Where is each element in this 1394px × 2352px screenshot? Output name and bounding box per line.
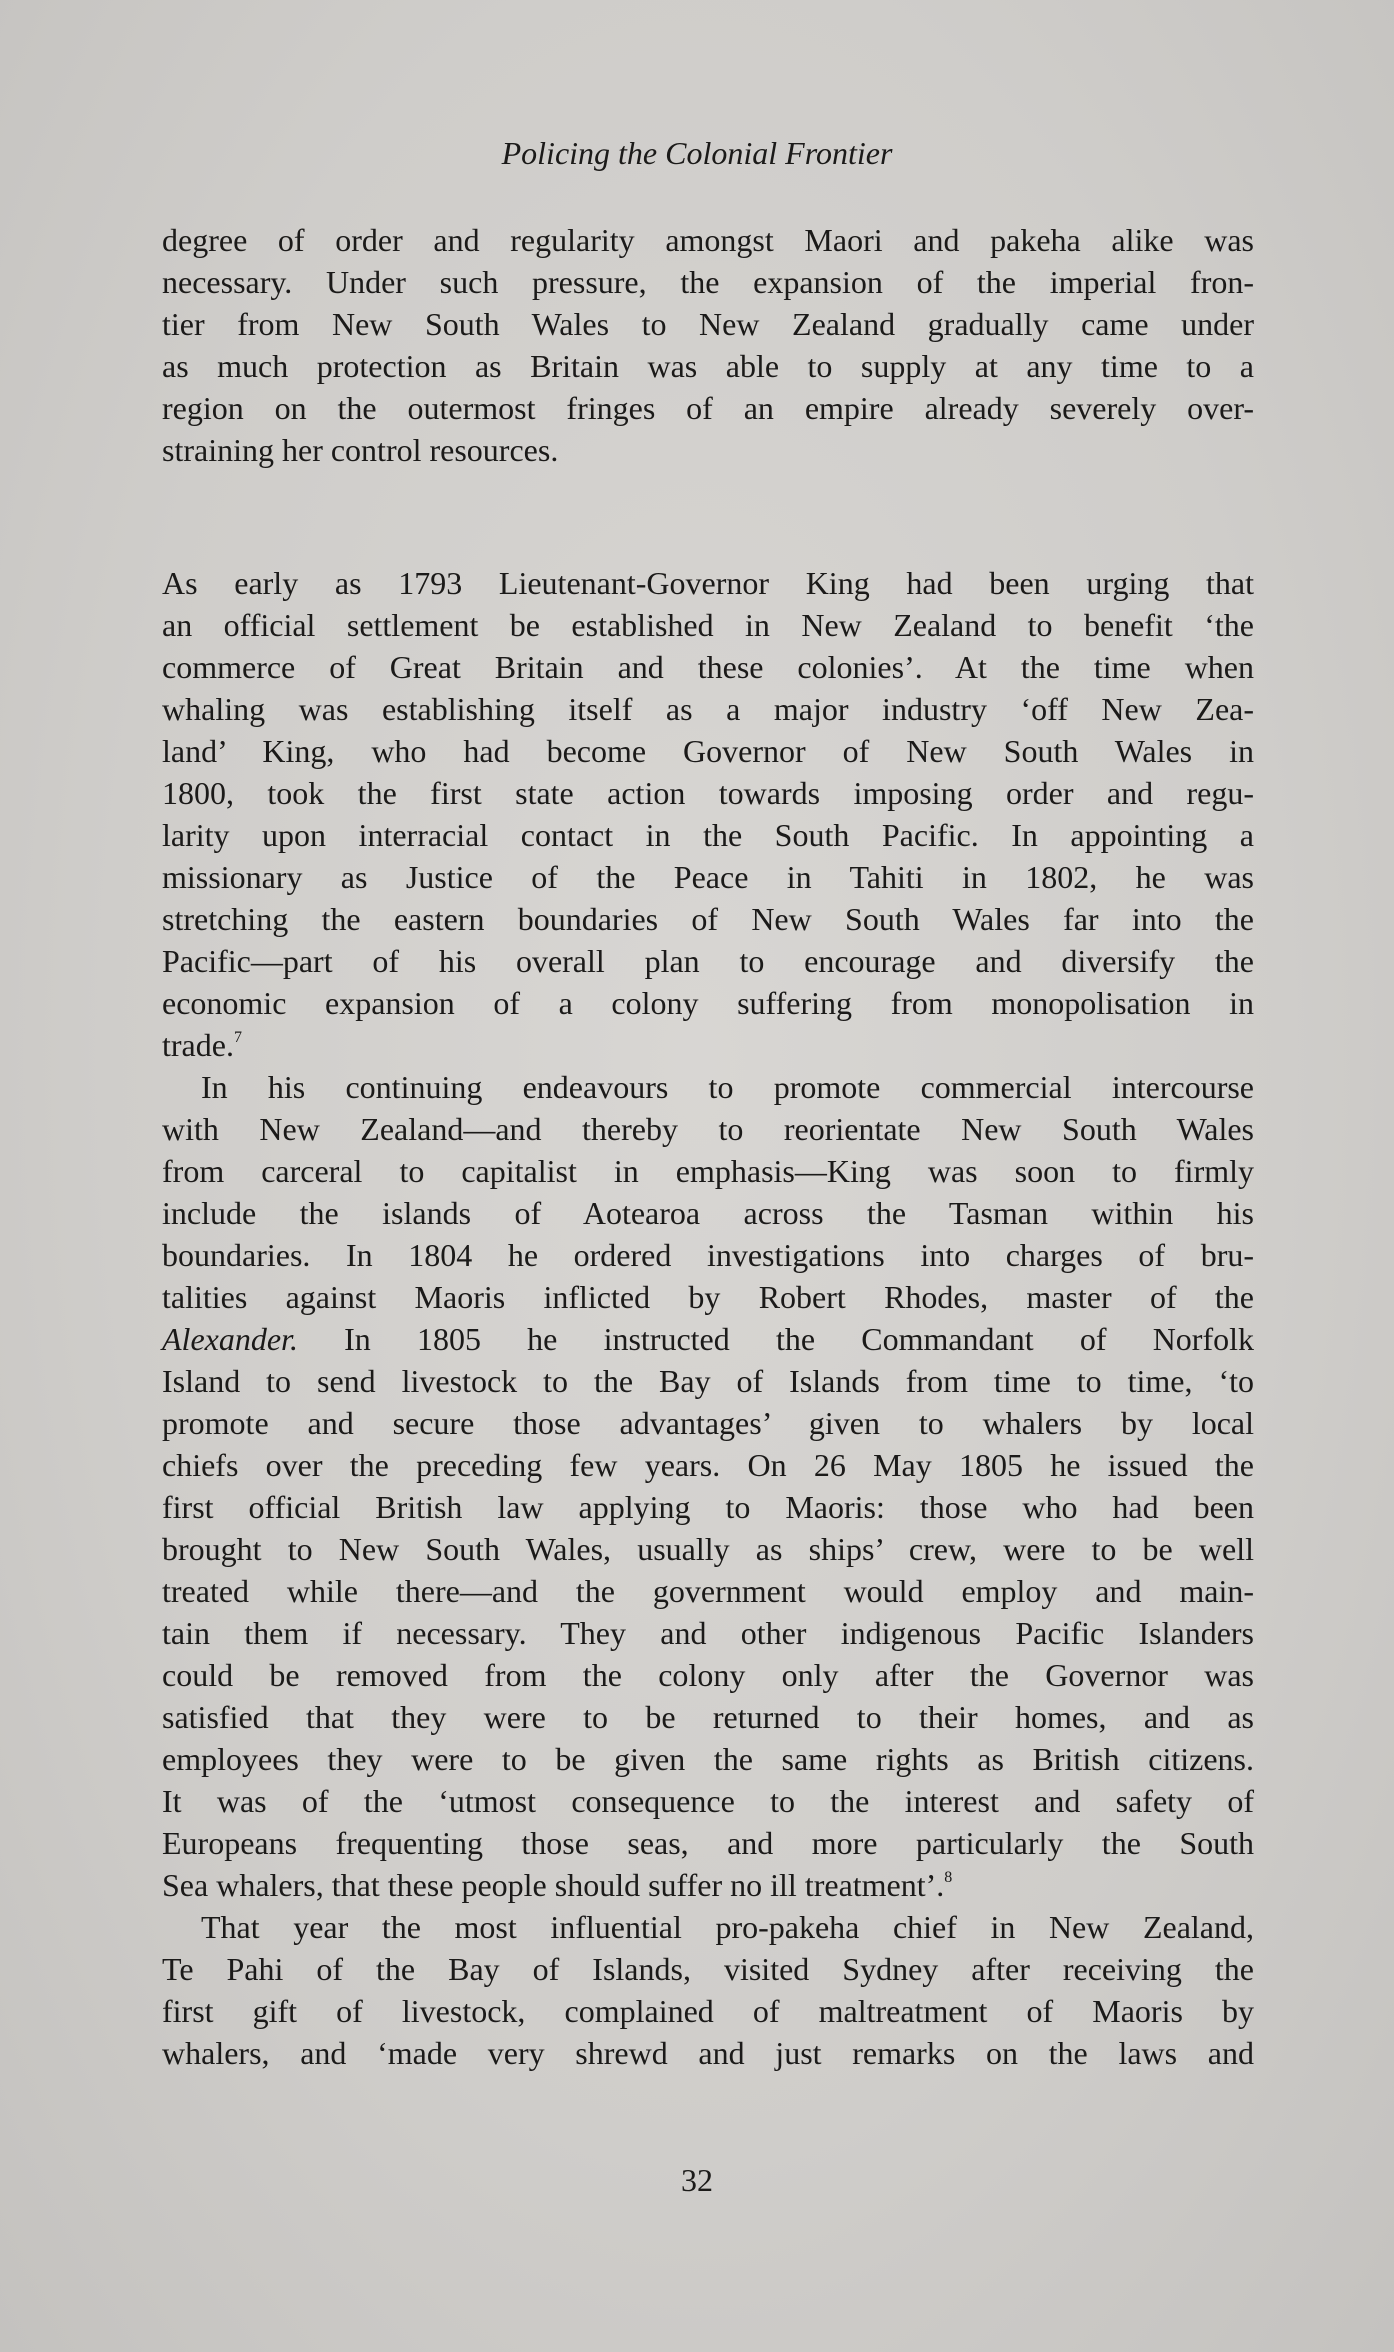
- paragraph: [162, 219, 1254, 471]
- line-text: treated while there—and the government would employ and main-: [162, 1573, 1254, 1609]
- line-text: as much protection as Britain was able to supply at any time to a: [162, 348, 1254, 384]
- footnote-marker: 7: [233, 1029, 242, 1046]
- text-line: [162, 345, 1254, 387]
- text-line: [162, 1318, 1254, 1360]
- text-block-main: [162, 562, 1254, 2074]
- line-text: satisfied that they were to be returned to their homes, and as: [162, 1699, 1254, 1735]
- text-line: [162, 1738, 1254, 1780]
- text-line: [162, 1486, 1254, 1528]
- text-line: [162, 1864, 1254, 1906]
- text-line: [162, 1696, 1254, 1738]
- text-line: [162, 261, 1254, 303]
- line-text: brought to New South Wales, usually as ships’ crew, were to be well: [162, 1531, 1254, 1567]
- text-line: [162, 1990, 1254, 2032]
- line-text: region on the outermost fringes of an empire already severely over-: [162, 390, 1254, 426]
- line-text: It was of the ‘utmost consequence to the interest and safety of: [162, 1783, 1254, 1819]
- text-line: [162, 1822, 1254, 1864]
- line-text: with New Zealand—and thereby to reorientate New South Wales: [162, 1111, 1254, 1147]
- text-line: [162, 1570, 1254, 1612]
- text-line: [162, 814, 1254, 856]
- line-text: stretching the eastern boundaries of New South Wales far into the: [162, 901, 1254, 937]
- line-text: whalers, and ‘made very shrewd and just remarks on the laws and: [162, 2035, 1254, 2071]
- text-line: [162, 1276, 1254, 1318]
- text-line: [162, 604, 1254, 646]
- text-line: [162, 1234, 1254, 1276]
- line-text: employees they were to be given the same rights as British citizens.: [162, 1741, 1254, 1777]
- text-line: [162, 1402, 1254, 1444]
- line-text: promote and secure those advantages’ given to whalers by local: [162, 1405, 1254, 1441]
- text-line: [162, 387, 1254, 429]
- line-text: Pacific—part of his overall plan to encourage and diversify the: [162, 943, 1254, 979]
- text-line: [162, 1108, 1254, 1150]
- line-text: straining her control resources.: [162, 432, 559, 468]
- text-line: [162, 429, 1254, 471]
- paragraph: [162, 1906, 1254, 2074]
- line-text: Sea whalers, that these people should suffer no ill treatment’.: [162, 1867, 945, 1903]
- text-line: [162, 1360, 1254, 1402]
- line-text: talities against Maoris inflicted by Robert Rhodes, master of the: [162, 1279, 1254, 1315]
- text-line: [162, 688, 1254, 730]
- text-line: [162, 1654, 1254, 1696]
- footnote-marker: 8: [944, 1869, 953, 1886]
- paragraph: [162, 1066, 1254, 1906]
- line-text: As early as 1793 Lieutenant-Governor King had been urging that: [162, 565, 1254, 601]
- line-text: include the islands of Aotearoa across the Tasman within his: [162, 1195, 1254, 1231]
- text-line: [162, 1192, 1254, 1234]
- line-text: tier from New South Wales to New Zealand gradually came under: [162, 306, 1254, 342]
- text-line: [162, 1444, 1254, 1486]
- text-line: [162, 1066, 1254, 1108]
- text-line: [162, 772, 1254, 814]
- text-line: [162, 219, 1254, 261]
- line-text: first official British law applying to Maoris: those who had been: [162, 1489, 1254, 1525]
- line-text: commerce of Great Britain and these colonies’. At the time when: [162, 649, 1254, 685]
- line-text: larity upon interracial contact in the South Pacific. In appointing a: [162, 817, 1254, 853]
- text-line: [162, 1948, 1254, 1990]
- line-text: In 1805 he instructed the Commandant of Norfolk: [297, 1321, 1254, 1357]
- text-line: [162, 303, 1254, 345]
- page-number: 32: [681, 2162, 713, 2198]
- line-text: tain them if necessary. They and other indigenous Pacific Islanders: [162, 1615, 1254, 1651]
- text-line: [162, 1780, 1254, 1822]
- text-line: [162, 898, 1254, 940]
- text-line: [162, 646, 1254, 688]
- line-text: whaling was establishing itself as a major industry ‘off New Zea-: [162, 691, 1254, 727]
- line-text: could be removed from the colony only after the Governor was: [162, 1657, 1254, 1693]
- text-line: [162, 562, 1254, 604]
- line-text: In his continuing endeavours to promote commercial intercourse: [201, 1069, 1254, 1105]
- line-text: necessary. Under such pressure, the expansion of the imperial fron-: [162, 264, 1254, 300]
- text-line: [162, 2032, 1254, 2074]
- text-line: [162, 730, 1254, 772]
- text-line: [162, 1528, 1254, 1570]
- text-line: [162, 1906, 1254, 1948]
- text-line: [162, 940, 1254, 982]
- line-text: Island to send livestock to the Bay of Islands from time to time, ‘to: [162, 1363, 1254, 1399]
- line-text: first gift of livestock, complained of maltreatment of Maoris by: [162, 1993, 1254, 2029]
- text-line: [162, 856, 1254, 898]
- line-text: Europeans frequenting those seas, and more particularly the South: [162, 1825, 1254, 1861]
- italic-title: Alexander.: [162, 1321, 298, 1357]
- paragraph: [162, 562, 1254, 1066]
- text-block-top: [162, 219, 1254, 471]
- line-text: economic expansion of a colony suffering from monopolisation in: [162, 985, 1254, 1021]
- text-line: [162, 1024, 1254, 1066]
- text-line: [162, 1612, 1254, 1654]
- text-line: [162, 982, 1254, 1024]
- line-text: boundaries. In 1804 he ordered investigations into charges of bru-: [162, 1237, 1254, 1273]
- line-text: degree of order and regularity amongst Maori and pakeha alike was: [162, 222, 1254, 258]
- line-text: missionary as Justice of the Peace in Tahiti in 1802, he was: [162, 859, 1254, 895]
- line-text: chiefs over the preceding few years. On 26 May 1805 he issued the: [162, 1447, 1254, 1483]
- running-head: Policing the Colonial Frontier: [501, 135, 893, 171]
- line-text: from carceral to capitalist in emphasis—King was soon to firmly: [162, 1153, 1254, 1189]
- line-text: Te Pahi of the Bay of Islands, visited Sydney after receiving the: [162, 1951, 1254, 1987]
- line-text: That year the most influential pro-pakeha chief in New Zealand,: [201, 1909, 1254, 1945]
- line-text: trade.: [162, 1027, 234, 1063]
- text-line: [162, 1150, 1254, 1192]
- line-text: land’ King, who had become Governor of New South Wales in: [162, 733, 1254, 769]
- line-text: an official settlement be established in New Zealand to benefit ‘the: [162, 607, 1254, 643]
- line-text: 1800, took the first state action towards imposing order and regu-: [162, 775, 1254, 811]
